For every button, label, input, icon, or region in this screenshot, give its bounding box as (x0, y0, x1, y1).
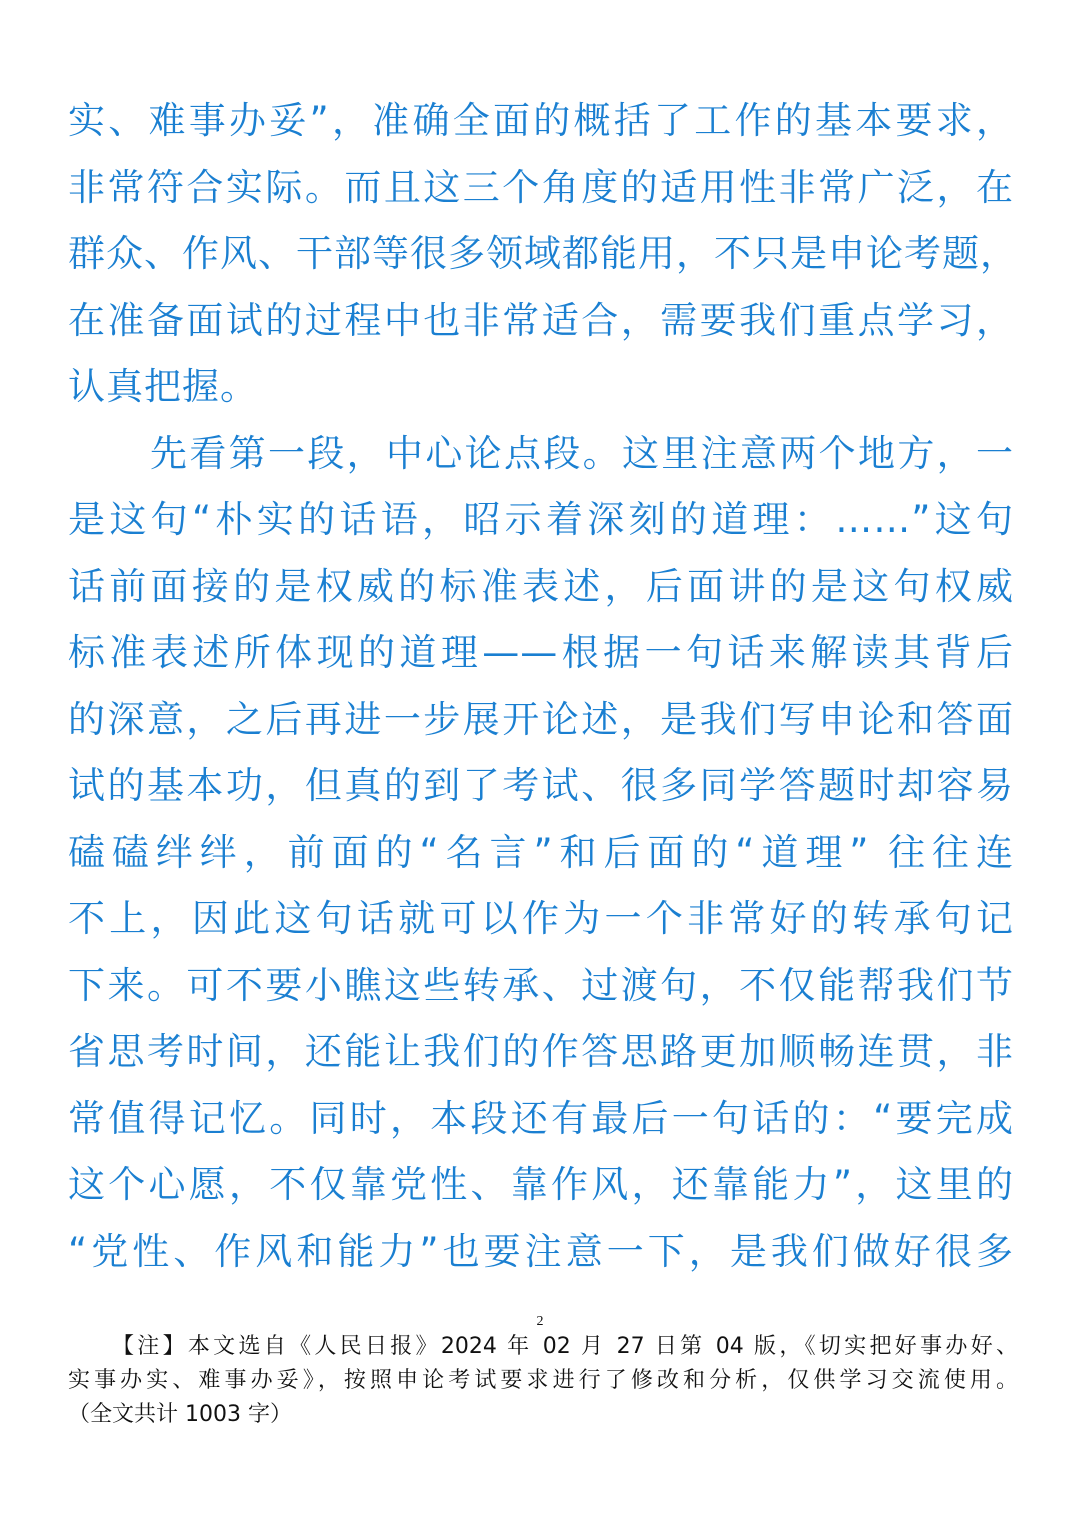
body-line: 常值得记忆。同时，本段还有最后一句话的：“要完成 (68, 1096, 1014, 1140)
body-line: 是这句“朴实的话语，昭示着深刻的道理：……”这句 (68, 498, 1014, 541)
body-line: 认真把握。 (68, 365, 258, 408)
body-line: 实、难事办妥”，准确全面的概括了工作的基本要求， (68, 99, 1014, 142)
body-line: 群众、作风、干部等很多领域都能用，不只是申论考题， (68, 232, 1018, 275)
body-line: 磕磕绊绊，前面的“名言”和后面的“道理” 往往连 (68, 830, 1014, 874)
footnote-line: 实事办实、难事办妥》，按照申论考试要求进行了修改和分析，仅供学习交流使用。 (68, 1368, 1018, 1393)
body-line: “党性、作风和能力”也要注意一下，是我们做好很多 (68, 1229, 1014, 1273)
page-number: 2 (536, 1314, 544, 1329)
footnote (68, 1330, 1018, 1432)
body-line: 标准表述所体现的道理——根据一句话来解读其背后 (68, 631, 1014, 674)
body-line: 话前面接的是权威的标准表述，后面讲的是这句权威 (68, 564, 1014, 608)
body-line: 的深意，之后再进一步展开论述，是我们写申论和答面 (68, 697, 1014, 741)
body-line: 下来。可不要小瞧这些转承、过渡句，不仅能帮我们节 (68, 963, 1014, 1007)
footnote-word-count: （全文共计 1003 字） (68, 1402, 292, 1427)
body-line: 省思考时间，还能让我们的作答思路更加顺畅连贯，非 (68, 1030, 1014, 1073)
body-line: 在准备面试的过程中也非常适合，需要我们重点学习， (68, 298, 1014, 342)
paragraph-start-line: 先看第一段，中心论点段。这里注意两个地方，一 (150, 431, 1014, 475)
body-line: 这个心愿，不仅靠党性、靠作风，还靠能力”，这里的 (68, 1163, 1014, 1206)
article-body (68, 88, 1018, 1285)
footnote-line: 【注】本文选自《人民日报》2024 年 02 月 27 日第 04 版，《切实把好事办好、 (112, 1334, 1018, 1359)
body-line: 不上，因此这句话就可以作为一个非常好的转承句记 (68, 897, 1014, 940)
body-line: 非常符合实际。而且这三个角度的适用性非常广泛，在 (68, 165, 1014, 209)
body-line: 试的基本功，但真的到了考试、很多同学答题时却容易 (68, 764, 1014, 807)
